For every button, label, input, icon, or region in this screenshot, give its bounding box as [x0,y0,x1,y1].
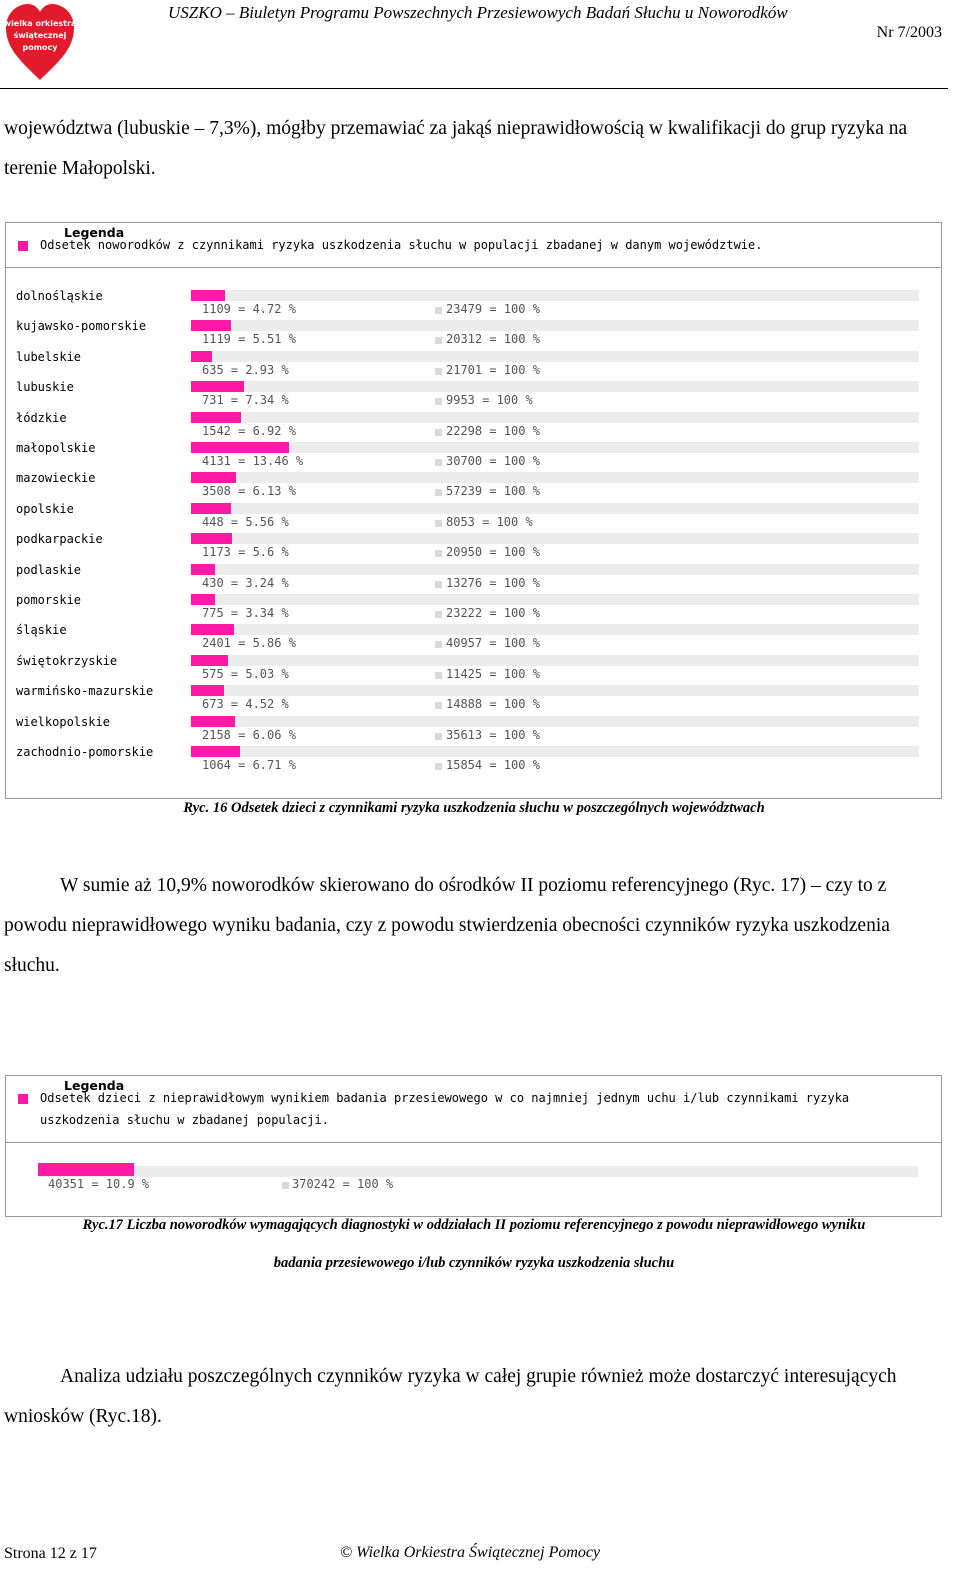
total-marker [282,1182,289,1189]
bar-track [191,351,919,362]
total-label: 21701 = 100 % [446,362,540,377]
total-label: 30700 = 100 % [446,454,540,468]
bar-track [191,624,919,635]
total-marker [435,337,442,344]
total-marker [435,702,442,709]
paragraph-3: Analiza udziału poszczególnych czynników ryzyka w całej grupie również może dostarczyć interesujących wniosków (Ryc.18). [4,1366,897,1427]
bar-track [191,320,919,331]
legend-text: Odsetek noworodków z czynnikami ryzyka uszkodzenia słuchu w populacji zbadanej w danym województwie. [40,238,763,252]
bar-fill [191,412,241,423]
bar-value-label: 4131 = 13.46 % [202,454,304,468]
total-marker [435,520,442,527]
bar-track [191,746,919,757]
region-label: podkarpackie [16,532,103,547]
total-label: 35613 = 100 % [446,727,540,742]
region-label: łódzkie [16,410,67,425]
footer-page-number: Strona 12 z 17 [4,1545,97,1562]
total-marker [435,459,442,466]
total-label: 9953 = 100 % [446,393,533,408]
bar-value-label: 40351 = 10.9 % [48,1177,150,1191]
region-label: śląskie [16,623,67,638]
region-label: zachodnio-pomorskie [16,745,154,759]
bar-value-label: 575 = 5.03 % [202,666,289,681]
bar-value-label: 635 = 2.93 % [202,362,289,377]
bar-track [191,716,919,727]
bar-fill [191,716,235,727]
total-marker [435,429,442,436]
region-label: świętokrzyskie [16,653,118,668]
bar-fill [191,290,225,301]
bar-track [191,290,919,301]
total-label: 11425 = 100 % [446,666,540,681]
header-rule [0,88,948,89]
total-label: 40957 = 100 % [446,636,540,651]
bar-value-label: 731 = 7.34 % [202,393,289,408]
total-marker [435,611,442,618]
region-label: pomorskie [16,593,82,607]
header-title: USZKO – Biuletyn Programu Powszechnych Przesiewowych Badań Słuchu u Noworodków [168,3,788,22]
total-marker [435,733,442,740]
bar-fill [191,442,289,453]
total-label: 57239 = 100 % [446,484,540,499]
bar-value-label: 1119 = 5.51 % [202,332,296,347]
total-marker [435,489,442,496]
bar-fill [191,320,231,331]
legend-line-1: Odsetek dzieci z nieprawidłowym wynikiem badania przesiewowego w co najmniej jednym uchu i/lub czynnikami ryzyka [40,1091,850,1105]
paragraph-2: W sumie aż 10,9% noworodków skierowano do ośrodków II poziomu referencyjnego (Ryc. 17) – czy to z powodu nieprawidłowego wyniku badania, czy z powodu stwierdzenia obecności czynników ryzyka uszkodzenia słuchu. [4,875,890,976]
bar-track [38,1166,918,1177]
chart-17-legend [6,1076,941,1143]
region-label: podlaskie [16,562,82,577]
total-marker [435,368,442,375]
chart-16 [5,222,942,799]
bar-fill [191,472,236,483]
total-marker [435,550,442,557]
region-label: małopolskie [16,441,96,455]
total-label: 370242 = 100 % [292,1177,394,1191]
total-label: 20950 = 100 % [446,545,540,560]
bar-track [191,442,919,453]
figure-caption-16: Ryc. 16 Odsetek dzieci z czynnikami ryzyka uszkodzenia słuchu w poszczególnych województwach [183,800,765,816]
total-label: 14888 = 100 % [446,697,540,712]
bar-track [191,533,919,544]
bar-track [191,685,919,696]
bar-fill [191,685,224,696]
region-label: mazowieckie [16,471,96,486]
bar-value-label: 775 = 3.34 % [202,606,289,620]
bar-value-label: 430 = 3.24 % [202,575,289,590]
bar-fill [191,655,228,666]
bar-fill [191,564,215,575]
bar-fill [191,503,231,514]
header-issue: Nr 7/2003 [876,24,942,41]
bar-value-label: 1109 = 4.72 % [202,302,296,316]
total-label: 20312 = 100 % [446,332,540,347]
chart-16-legend [6,223,941,268]
legend-swatch [18,1094,28,1104]
chart-17 [5,1075,942,1217]
bar-value-label: 1542 = 6.92 % [202,423,296,438]
bar-fill [191,351,212,362]
bar-value-label: 448 = 5.56 % [202,514,289,529]
logo-line-3: pomocy [22,43,58,52]
total-label: 23222 = 100 % [446,606,540,620]
region-label: kujawsko-pomorskie [16,319,147,334]
region-label: lubuskie [16,380,74,395]
bar-value-label: 673 = 4.52 % [202,697,289,712]
legend-title: Legenda [64,225,125,240]
total-marker [435,398,442,405]
paragraph-1: województwa (lubuskie – 7,3%), mógłby przemawiać za jakąś nieprawidłowością w kwalifikacji do grup ryzyka na terenie Małopolski. [4,118,908,179]
region-label: opolskie [16,501,74,516]
wosp-logo [4,2,76,82]
footer-copyright: © Wielka Orkiestra Świątecznej Pomocy [340,1544,601,1561]
bar-fill [191,624,234,635]
bar-value-label: 1064 = 6.71 % [202,758,296,772]
bar-track [191,564,919,575]
total-label: 22298 = 100 % [446,423,540,438]
bar-fill [191,594,215,605]
legend-line-2: uszkodzenia słuchu w zbadanej populacji. [40,1113,329,1127]
region-label: lubelskie [16,349,82,364]
bar-track [191,655,919,666]
figure-caption-17-line-2: badania przesiewowego i/lub czynników ryzyka uszkodzenia słuchu [273,1255,675,1271]
total-marker [435,581,442,588]
bar-fill [38,1163,134,1176]
total-label: 15854 = 100 % [446,758,540,772]
total-marker [435,307,442,314]
bar-fill [191,381,244,392]
legend-title: Legenda [64,1078,125,1093]
total-marker [435,641,442,648]
bar-track [191,472,919,483]
bar-value-label: 2401 = 5.86 % [202,636,296,651]
legend-swatch [18,241,28,251]
bar-track [191,381,919,392]
bar-track [191,412,919,423]
bar-fill [191,533,232,544]
bar-value-label: 1173 = 5.6 % [202,545,289,560]
logo-line-2: świątecznej [13,31,67,40]
total-marker [435,672,442,679]
bar-value-label: 2158 = 6.06 % [202,727,296,742]
bar-track [191,594,919,605]
bar-fill [191,746,240,757]
region-label: warmińsko-mazurskie [16,684,154,699]
total-marker [435,763,442,770]
logo-line-1: wielka orkiestra [4,19,76,28]
figure-caption-17-line-1: Ryc.17 Liczba noworodków wymagających diagnostyki w oddziałach II poziomu referencyjnego z powodu nieprawidłowego wyniku [82,1217,866,1233]
total-label: 8053 = 100 % [446,514,533,529]
region-label: dolnośląskie [16,289,103,303]
region-label: wielkopolskie [16,714,110,729]
total-label: 23479 = 100 % [446,302,540,316]
total-label: 13276 = 100 % [446,575,540,590]
bar-track [191,503,919,514]
bar-value-label: 3508 = 6.13 % [202,484,296,499]
